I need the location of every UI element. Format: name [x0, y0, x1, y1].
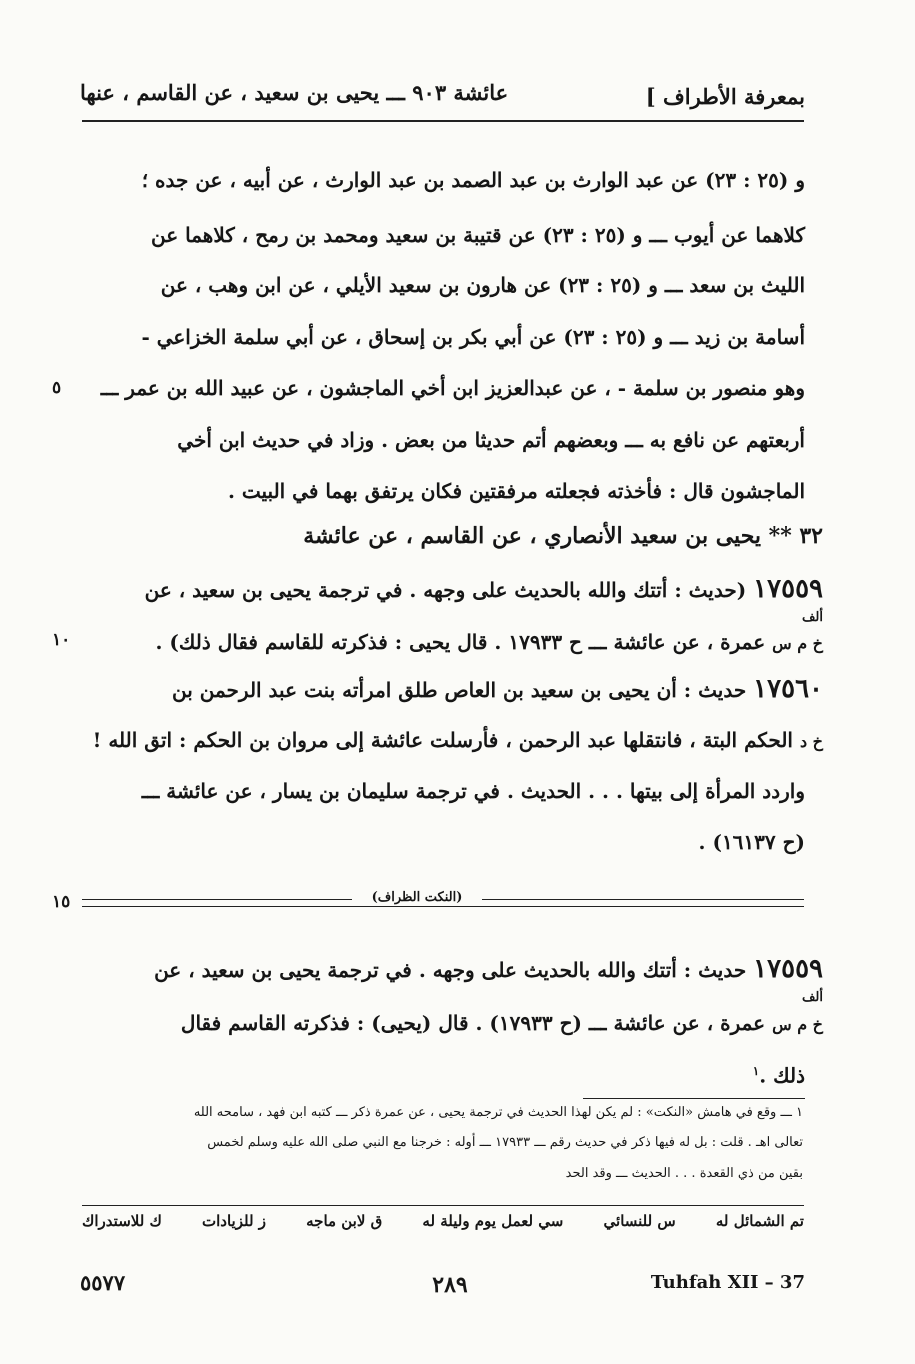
nukat-entry-line-2 — [181, 1008, 823, 1040]
header-rule — [82, 120, 804, 122]
entry-text: حديث : أتتك والله بالحديث على وجهه . في ترجمة يحيى بن سعيد ، عن — [154, 958, 747, 982]
margin-line-number-5: ٥ — [52, 378, 62, 398]
body-line-2: كلاهما عن أيوب ـــ و (٢٥ : ٢٣) عن قتيبة بن سعيد ومحمد بن رمح ، كلاهما عن — [151, 223, 805, 247]
body-line-3: الليث بن سعد ـــ و (٢٥ : ٢٣) عن هارون بن سعيد الأيلي ، عن ابن وهب ، عن — [160, 273, 805, 297]
entry-number: ١٧٥٦٠ — [753, 674, 823, 704]
body-line-6: أربعتهم عن نافع به ـــ وبعضهم أتم حديثا من بعض . وزاد في حديث ابن أخي — [177, 428, 805, 452]
entry-number: ١٧٥٥٩ — [753, 954, 823, 984]
body-line-5: وهو منصور بن سلمة - ، عن عبدالعزيز ابن أخي الماجشون ، عن عبيد الله بن عمر ـــ — [100, 376, 805, 400]
nukat-entry-line-3 — [753, 1056, 805, 1091]
footnote-line-2: تعالى اهـ . قلت : بل له فيها ذكر في حديث رقم ـــ ١٧٩٣٣ ـــ أوله : خرجنا مع النبي صلى الله عليه وسلم لخمس — [207, 1135, 803, 1150]
entry-17559-sigla-top: ألف — [801, 610, 823, 625]
footnote-line-1: ١ ـــ وقع في هامش «النكت» : لم يكن لهذا الحديث في ترجمة يحيى ، عن عمرة ذكر ـــ كتبه ابن فهد ، سامحه الله — [193, 1105, 803, 1120]
running-header-section: عائشة ٩٠٣ ـــ يحيى بن سعيد ، عن القاسم ، عنها — [80, 80, 509, 105]
body-line-1: و (٢٥ : ٢٣) عن عبد الوارث بن عبد الصمد بن عبد الوارث ، عن أبيه ، عن جده ؛ — [141, 168, 805, 192]
entry-sigla: خ م س — [772, 634, 823, 653]
nukat-entry-sigla-top: ألف — [801, 990, 823, 1005]
legend-item: ك للاستدراك — [82, 1212, 162, 1230]
legend-item: سي لعمل يوم وليلة له — [422, 1212, 564, 1230]
section-heading: ٣٢ ** يحيى بن سعيد الأنصاري ، عن القاسم ، عن عائشة — [303, 523, 823, 549]
footnote-mark: ١ — [752, 1064, 760, 1078]
sigla-legend — [82, 1212, 804, 1230]
entry-sigla: خ د — [799, 732, 823, 751]
footnote-line-3: بقين من ذي القعدة . . . الحديث ـــ وقد الحد — [565, 1166, 803, 1181]
entry-sigla: خ م س — [772, 1015, 823, 1034]
entry-text: حديث : أن يحيى بن سعيد بن العاص طلق امرأته بنت عبد الرحمن بن — [172, 678, 747, 702]
margin-line-number-10: ١٠ — [52, 630, 71, 650]
legend-item: ز للزيادات — [202, 1212, 266, 1230]
entry-17560-line-4: (ح ١٦١٣٧) . — [698, 830, 805, 854]
nukat-divider-label: (النكت الظراف) — [352, 890, 482, 905]
footnote-rule — [583, 1098, 805, 1099]
entry-17560-line-2 — [93, 725, 823, 757]
entry-17559-line-1 — [145, 574, 823, 605]
entry-17560-line-3: واردد المرأة إلى بيتها . . . الحديث . في ترجمة سليمان بن يسار ، عن عائشة ـــ — [141, 779, 805, 803]
footer-serial: ٥٥٧٧ — [80, 1270, 126, 1295]
entry-text: عمرة ، عن عائشة ـــ ح ١٧٩٣٣ . قال يحيى : فذكرته للقاسم فقال ذلك) . — [155, 630, 766, 654]
legend-rule — [82, 1205, 804, 1206]
entry-text: الحكم البتة ، فانتقلها عبد الرحمن ، فأرسلت عائشة إلى مروان بن الحكم : اتق الله ! — [92, 728, 793, 752]
entry-17560-line-1 — [172, 674, 823, 705]
page-number: ٢٨٩ — [432, 1272, 468, 1298]
body-line-7: الماجشون قال : فأخذته فجعلته مرفقتين فكان يرتفق بهما في البيت . — [227, 479, 805, 503]
body-line-4: أسامة بن زيد ـــ و (٢٥ : ٢٣) عن أبي بكر بن إسحاق ، عن أبي سلمة الخزاعي - — [141, 325, 805, 349]
legend-item: س للنسائي — [603, 1212, 676, 1230]
entry-17559-line-2 — [155, 627, 823, 659]
entry-text: عمرة ، عن عائشة ـــ (ح ١٧٩٣٣) . قال (يحيى) : فذكرته القاسم فقال — [180, 1011, 766, 1035]
footer-volume: Tuhfah XII – 37 — [650, 1272, 805, 1293]
nukat-entry-line-1 — [154, 954, 823, 985]
entry-text: ذلك . — [759, 1063, 805, 1088]
legend-item: ق لابن ماجه — [306, 1212, 383, 1230]
entry-number: ١٧٥٥٩ — [753, 574, 823, 604]
legend-item: تم الشمائل له — [715, 1212, 804, 1230]
margin-line-number-15: ١٥ — [52, 892, 71, 912]
running-header-title: بمعرفة الأطراف ] — [645, 84, 805, 109]
entry-text: (حديث : أتتك والله بالحديث على وجهه . في ترجمة يحيى بن سعيد ، عن — [144, 578, 747, 602]
